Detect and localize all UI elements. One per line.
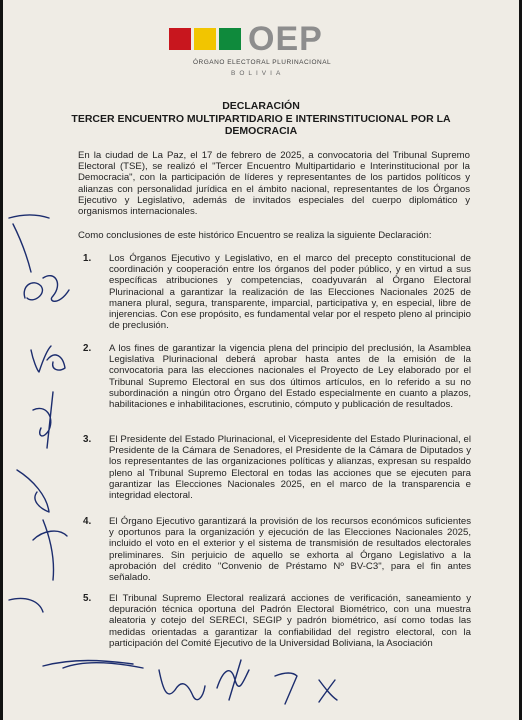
signature-mark [17,470,67,580]
signature-mark [24,276,69,302]
item-text: El Órgano Ejecutivo garantizará la provisión de los recursos económicos suficientes y oportunos para la organización y ejecución de las Elecciones Nacionales 2025, incluido el voto en el exterior y el sistema de transmisión de resultados electorales preliminares. Sin perjuicio de aquello se exhorta al Órgano Legislativo a la aprobación del crédito "Convenio de Préstamo Nº BV-C3", para el fin antes señalado. [109,516,471,584]
logo-text: OEP [248,20,323,58]
intro-paragraph: En la ciudad de La Paz, el 17 de febrero de 2025, a convocatoria del Tribunal Supremo Electoral (TSE), se realizó el "Tercer Encuentro Multipartidario e Interinstitucional por la Democracia", con la participación de líderes y representantes de los partidos políticos y alianzas con personalidad jurídica en el ámbito nacional, representantes de los Órganos Ejecutivo y Legislativo, además de invitados especiales del cuerpo diplomático y organismos internacionales. [78,150,470,218]
document-page [3,0,519,720]
signature-mark [9,215,49,272]
signature-mark [31,346,65,372]
flag-green-square [219,28,241,50]
item-text: El Tribunal Supremo Electoral realizará acciones de verificación, saneamiento y depuración técnica oportuna del Padrón Electoral Biométrico, con una muestra aleatoria y cotejo del SERECI, SEGIP y padrón biométrico, así como todas las medidas orientadas a garantizar la confiabilidad del registro electoral, con la participación del Comité Ejecutivo de la Universidad Boliviana, la Asociación [109,593,471,649]
signature-mark [43,661,143,669]
org-name: ÓRGANO ELECTORAL PLURINACIONAL [193,59,332,66]
oep-logo [169,20,323,58]
signature-mark [319,680,337,702]
item-text: Los Órganos Ejecutivo y Legislativo, en el marco del precepto constitucional de coordinación y cooperación entre los órganos del poder público, y en virtud a sus específicas atribuciones y competencias, coadyuvarán al Órgano Electoral Plurinacional a garantizar la realización de las Elecciones Nacionales 2025 de manera plural, segura, transparente, imparcial, participativa y, en especial, libre de injerencias. Con ese propósito, es fundamental velar por el respeto pleno al principio de preclusión. [109,253,471,332]
item-number: 5. [83,593,92,604]
item-number: 3. [83,434,92,445]
item-text: El Presidente del Estado Plurinacional, el Vicepresidente del Estado Plurinacional, el Presidente de la Cámara de Senadores, el Presidente de la Cámara de Diputados y los representantes de las organizaciones políticas y alianzas, expresan su respaldo pleno al Tribunal Supremo Electoral en todas las acciones que se ejecuten para garantizar las Elecciones Nacionales 2025, en el marco de la transparencia e integridad electoral. [109,434,471,502]
signature-mark [9,599,43,613]
item-number: 4. [83,516,92,527]
flag-red-square [169,28,191,50]
flag-yellow-square [194,28,216,50]
document-title: TERCER ENCUENTRO MULTIPARTIDARIO E INTERINSTITUCIONAL POR LA DEMOCRACIA [71,113,451,137]
signature-mark [159,670,205,700]
item-text: A los fines de garantizar la vigencia plena del principio del preclusión, la Asamblea Legislativa Plurinacional deberá aprobar hasta antes de la emisión de la convocatoria para las elecciones nacionales el Proyecto de Ley elaborado por el Tribunal Supremo Electoral en sus dos últimos artículos, en lo referido a su no subordinación a ningún otro Órgano del Estado especialmente en cuanto a plazos, habilitaciones e inhabilitaciones, escrutinio, cómputo y publicación de resultados. [109,343,471,411]
lead-paragraph: Como conclusiones de este histórico Encuentro se realiza la siguiente Declaración: [78,230,432,241]
document-heading: DECLARACIÓN [222,100,300,112]
item-number: 2. [83,343,92,354]
signature-mark [217,660,249,700]
signature-mark [275,673,297,704]
country-name: BOLIVIA [231,70,285,77]
signature-mark [33,392,53,448]
item-number: 1. [83,253,92,264]
